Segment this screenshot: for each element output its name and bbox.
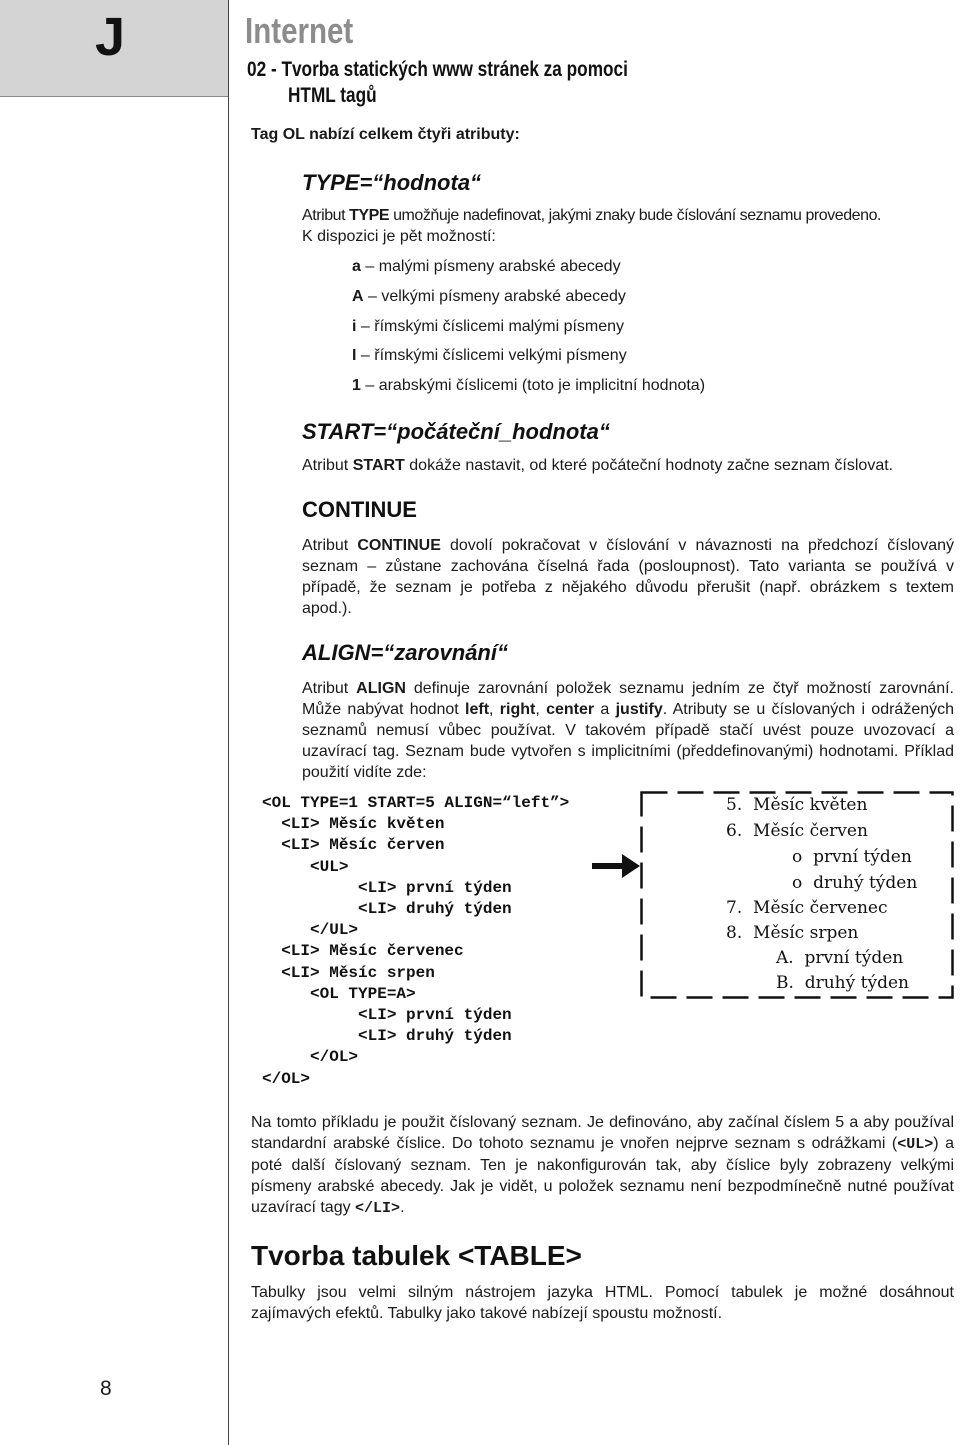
preview-item: 5. Měsíc květen [726,795,868,815]
type-option-a: a – malými písmeny arabské abecedy [352,258,621,275]
code-line: </UL> [262,921,359,940]
preview-item: o první týden [792,847,912,867]
code-block [262,793,569,1090]
example-explanation: Na tomto příkladu je použit číslovaný seznam. Je definováno, aby začínal číslem 5 a aby používal standardní arabské číslice. Do tohoto seznamu je vnořen nejprve seznam s odrážkami (<UL>) a poté další číslovaný seznam. Ten je nakonfigurován tak, aby číslice byly zobrazeny velkými písmeny arabské abecedy. Jak je vidět, u položek seznamu není bezpodmínečně nutné používat uzavírací tagy </LI>. [251,1114,955,1217]
page-title: Internet [245,10,354,51]
continue-heading: CONTINUE [302,497,417,522]
code-line: <OL TYPE=1 START=5 ALIGN=“left”> [262,794,570,812]
type-heading: TYPE=“hodnota“ [302,170,482,195]
preview-item: o druhý týden [792,873,918,893]
page-subtitle-line2: HTML tagů [288,84,377,107]
type-option-1: 1 – arabskými číslicemi (toto je implicitní hodnota) [352,377,706,394]
rendered-preview [640,791,954,999]
tab-divider [0,96,228,97]
start-text: Atribut START dokáže nastavit, od které počáteční hodnoty začne seznam číslovat. [302,457,894,474]
page-subtitle-line1: 02 - Tvorba statických www stránek za pomoci [247,58,628,81]
start-heading: START=“počáteční_hodnota“ [302,419,610,444]
code-line: <LI> Měsíc červenec [262,942,464,961]
code-line: <LI> první týden [262,878,512,897]
code-line: <LI> první týden [262,1006,512,1025]
intro-text: Tag OL nabízí celkem čtyři atributy: [251,126,520,143]
type-option-I: I – římskými číslicemi velkými písmeny [352,347,627,364]
code-listing [262,793,569,1090]
type-text-line2: K dispozici je pět možností: [302,228,496,245]
code-line: <LI> Měsíc červen [262,836,445,855]
preview-item: 7. Měsíc červenec [726,898,888,918]
align-text: Atribut ALIGN definuje zarovnání položek seznamu jedním ze čtyř možností zarovnání. Může nabývat hodnot left, right, center a justify. Atributy se u číslovaných i odrážených seznamů nemusí vůbec používat. V takovém případě stačí uvést pouze uvozovací a uzavírací tag. Seznam bude vytvořen s implicitními (předdefinovanými) hodnotami. Příklad použití vidíte zde: [302,680,955,781]
code-line: </OL> [262,1048,359,1067]
code-line: <LI> druhý týden [262,1027,512,1046]
code-line: <LI> druhý týden [262,900,512,919]
preview-item: 6. Měsíc červen [726,821,868,841]
continue-text: Atribut CONTINUE dovolí pokračovat v číslování v návaznosti na předchozí číslovaný seznam – zůstane zachována číselná řada (posloupnost). Tato varianta se používá v případě, že seznam je potřeba z nějakého důvodu přerušit (např. obrázkem s textem apod.). [302,537,955,617]
table-text: Tabulky jsou velmi silným nástrojem jazyka HTML. Pomocí tabulek je možné dosáhnout zajímavých efektů. Tabulky jako takové nabízejí spoustu možností. [251,1284,954,1322]
code-line: <LI> Měsíc srpen [262,963,435,982]
code-line: <LI> Měsíc květen [262,815,445,834]
type-text: Atribut TYPE umožňuje nadefinovat, jakými znaky bude číslování seznamu provedeno. [302,207,882,224]
type-option-A: A – velkými písmeny arabské abecedy [352,288,626,305]
code-line: </OL> [262,1069,311,1088]
preview-item: A. první týden [776,948,904,968]
code-line: <OL TYPE=A> [262,984,416,1003]
arrow-right-icon [590,848,642,884]
align-heading: ALIGN=“zarovnání“ [302,640,508,665]
chapter-letter: J [95,7,126,67]
preview-item: 8. Měsíc srpen [726,923,859,943]
type-option-i: i – římskými číslicemi malými písmeny [352,318,625,335]
table-heading: Tvorba tabulek <TABLE> [251,1240,582,1271]
code-line: <UL> [262,857,349,876]
page-number: 8 [100,1377,112,1400]
margin-rule [228,0,229,1445]
preview-item: B. druhý týden [776,973,909,993]
